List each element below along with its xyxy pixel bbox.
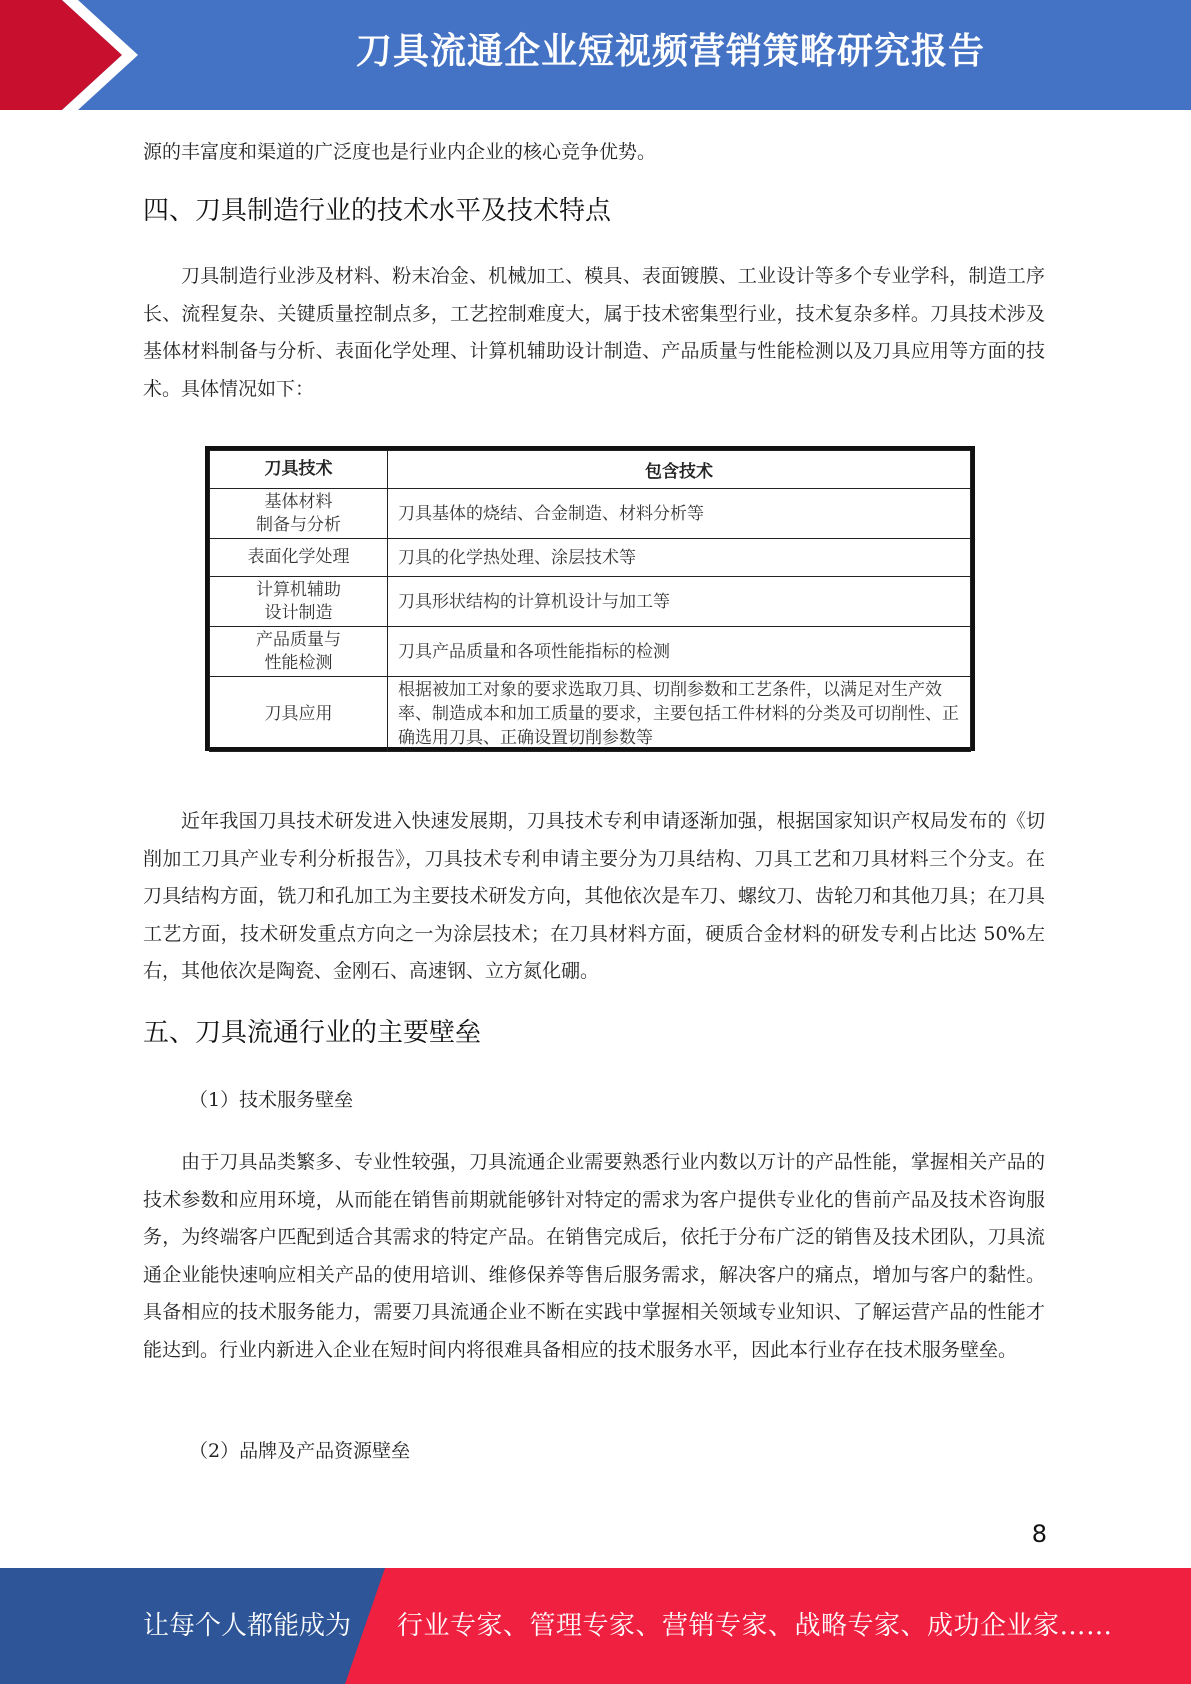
page-header [0,0,1191,110]
tech-table [205,446,975,751]
footer-slogan: 让每个人都能成为 [143,1611,352,1641]
section-5-heading: 五、刀具流通行业的主要壁垒 [143,1018,482,1048]
subheading-technical-service: （1）技术服务壁垒 [189,1089,354,1111]
table-cell-tech: 基体材料 制备与分析 [210,489,388,539]
table-cell-tech: 产品质量与 性能检测 [210,627,388,677]
header-arrow-decoration [0,0,160,110]
subheading-brand-resource: （2）品牌及产品资源壁垒 [189,1440,411,1462]
table-cell-tech: 计算机辅助 设计制造 [210,577,388,627]
intro-line: 源的丰富度和渠道的广泛度也是行业内企业的核心竞争优势。 [143,141,657,163]
table-cell-tech: 表面化学处理 [210,539,388,577]
table-header-row [210,451,971,489]
section-4-paragraph: 刀具制造行业涉及材料、粉末冶金、机械加工、模具、表面镀膜、工业设计等多个专业学科，制造工序长、流程复杂、关键质量控制点多，工艺控制难度大，属于技术密集型行业，技术复杂多样。刀具技术涉及基体材料制备与分析、表面化学处理、计算机辅助设计制造、产品质量与性能检测以及刀具应用等方面的技术。具体情况如下： [143,265,1045,400]
page-number: 8 [1031,1520,1047,1548]
table-cell-detail: 根据被加工对象的要求选取刀具、切削参数和工艺条件，以满足对生产效率、制造成本和加工质量的要求，主要包括工件材料的分类及可切削性、正确选用刀具、正确设置切削参数等 [388,677,971,752]
table-row [210,539,971,577]
table-row [210,677,971,752]
table-row [210,577,971,627]
table-header-detail: 包含技术 [388,451,971,489]
table-row [210,489,971,539]
table-cell-detail: 刀具基体的烧结、合金制造、材料分析等 [388,489,971,539]
section-4-heading: 四、刀具制造行业的技术水平及技术特点 [143,196,612,226]
section-4-paragraph-2: 近年我国刀具技术研发进入快速发展期，刀具技术专利申请逐渐加强，根据国家知识产权局发布的《切削加工刀具产业专利分析报告》，刀具技术专利申请主要分为刀具结构、刀具工艺和刀具材料三个分支。在刀具结构方面，铣刀和孔加工为主要技术研发方向，其他依次是车刀、螺纹刀、齿轮刀和其他刀具；在刀具工艺方面，技术研发重点方向之一为涂层技术；在刀具材料方面，硬质合金材料的研发专利占比达 50%左右，其他依次是陶瓷、金刚石、高速钢、立方氮化硼。 [143,810,1045,982]
table-cell-detail: 刀具的化学热处理、涂层技术等 [388,539,971,577]
table-header-tech: 刀具技术 [210,451,388,489]
table-cell-tech: 刀具应用 [210,677,388,752]
footer-tagline: 行业专家、管理专家、营销专家、战略专家、成功企业家…… [397,1611,1113,1641]
table-row [210,627,971,677]
table-cell-detail: 刀具产品质量和各项性能指标的检测 [388,627,971,677]
table-cell-detail: 刀具形状结构的计算机设计与加工等 [388,577,971,627]
report-title: 刀具流通企业短视频营销策略研究报告 [355,31,985,72]
page-footer [0,1568,1191,1684]
section-5-paragraph: 由于刀具品类繁多、专业性较强，刀具流通企业需要熟悉行业内数以万计的产品性能，掌握相关产品的技术参数和应用环境，从而能在销售前期就能够针对特定的需求为客户提供专业化的售前产品及技术咨询服务，为终端客户匹配到适合其需求的特定产品。在销售完成后，依托于分布广泛的销售及技术团队，刀具流通企业能快速响应相关产品的使用培训、维修保养等售后服务需求，解决客户的痛点，增加与客户的黏性。具备相应的技术服务能力，需要刀具流通企业不断在实践中掌握相关领域专业知识、了解运营产品的性能才能达到。行业内新进入企业在短时间内将很难具备相应的技术服务水平，因此本行业存在技术服务壁垒。 [143,1151,1045,1361]
